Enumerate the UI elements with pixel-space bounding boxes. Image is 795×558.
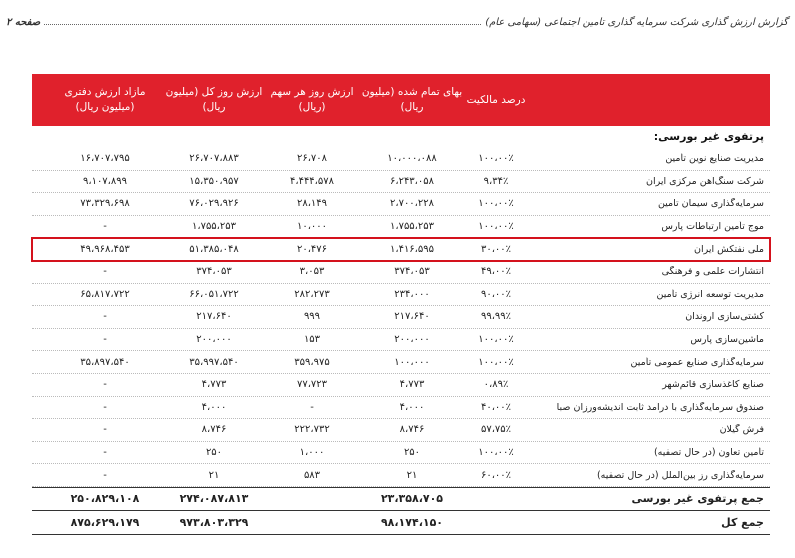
cell-ownership: ۶۰،۰۰٪ [480, 469, 512, 481]
total-surplus: ۲۵۰،۸۲۹،۱۰۸ [70, 492, 140, 506]
cell-share-price: ۲۲۲،۷۳۲ [294, 424, 330, 436]
total-label: جمع پرتفوی غیر بورسی [631, 492, 764, 506]
cell-market-value: ۱،۷۵۵،۲۵۳ [191, 221, 237, 233]
total-market-value: ۲۷۴،۰۸۷،۸۱۳ [179, 492, 249, 506]
header-surplus: مازاد ارزش دفتری (میلیون ریال) [64, 86, 146, 113]
header-dots [44, 24, 481, 25]
cell-cost: ۱،۷۵۵،۲۵۳ [389, 221, 435, 233]
cell-name: سرمایه‌گذاری سیمان تامین [657, 198, 764, 210]
cell-ownership: ۰،۸۹٪ [483, 379, 509, 391]
cell-name: سرمایه‌گذاری رز بین‌الملل (در حال تصفیه) [596, 469, 764, 481]
cell-ownership: ۹،۳۴٪ [483, 175, 509, 187]
cell-surplus: - [103, 424, 107, 436]
cell-name: انتشارات علمی و فرهنگی [661, 266, 764, 278]
table-row [32, 329, 770, 352]
total-surplus: ۸۷۵،۶۲۹،۱۷۹ [70, 515, 140, 529]
header-cost: بهای تمام شده (میلیون ریال) [361, 86, 463, 113]
cell-share-price: ۲۸،۱۴۹ [296, 198, 328, 210]
cell-surplus: - [103, 401, 107, 413]
cell-surplus: ۳۵،۸۹۷،۵۴۰ [80, 356, 130, 368]
table-row [32, 419, 770, 442]
total-row [32, 511, 770, 535]
cell-market-value: ۲۶،۷۰۷،۸۸۳ [189, 153, 239, 165]
cell-market-value: ۴،۷۷۳ [201, 379, 227, 391]
cell-share-price: ۳۵۹،۹۷۵ [294, 356, 330, 368]
page-number: صفحه ۲ [6, 17, 41, 28]
header-ownership: درصد مالکیت [466, 93, 526, 106]
cell-market-value: ۴،۰۰۰ [201, 401, 227, 413]
cell-share-price: ۲۰،۴۷۶ [296, 243, 328, 255]
cell-surplus: ۶۵،۸۱۷،۷۲۲ [80, 288, 130, 300]
cell-ownership: ۱۰۰،۰۰٪ [478, 221, 514, 233]
cell-name: کشتی‌سازی اروندان [685, 311, 764, 323]
table-row [32, 148, 770, 171]
cell-name: مدیریت صنایع نوین تأمین [665, 153, 764, 165]
cell-ownership: ۱۰۰،۰۰٪ [478, 153, 514, 165]
cell-market-value: ۷۶،۰۲۹،۹۲۶ [189, 198, 239, 210]
cell-cost: ۱،۴۱۶،۵۹۵ [389, 243, 435, 255]
cell-cost: ۲،۷۰۰،۲۲۸ [389, 198, 435, 210]
cell-share-price: ۹۹۹ [303, 311, 321, 323]
cell-ownership: ۴۹،۰۰٪ [480, 266, 512, 278]
table-body [32, 148, 770, 487]
cell-share-price: ۲۶،۷۰۸ [296, 153, 328, 165]
total-cost: ۹۸،۱۷۴،۱۵۰ [380, 515, 444, 529]
cell-share-price: ۷۷،۷۲۳ [296, 379, 328, 391]
table-row [32, 442, 770, 465]
table-totals [32, 487, 770, 535]
cell-market-value: ۵۱،۳۸۵،۰۴۸ [189, 243, 239, 255]
header-market-value: ارزش روز کل (میلیون ریال) [165, 86, 263, 113]
cell-cost: ۶،۲۴۳،۰۵۸ [389, 175, 435, 187]
cell-cost: ۱۰۰،۰۰۰ [394, 356, 430, 368]
cell-name: موج تأمین ارتباطات پارس [661, 221, 764, 233]
cell-market-value: ۸،۷۴۶ [201, 424, 227, 436]
cell-market-value: ۲۵۰ [205, 447, 223, 459]
cell-cost: ۴،۷۷۳ [399, 379, 425, 391]
cell-market-value: ۳۵،۹۹۷،۵۴۰ [189, 356, 239, 368]
table-row [32, 306, 770, 329]
section-title: پرتفوی غیر بورسی: [653, 130, 764, 143]
table-row [32, 216, 770, 239]
cell-surplus: - [103, 334, 107, 346]
table-row [32, 464, 770, 487]
cell-share-price: ۲۸۲،۲۷۳ [294, 288, 330, 300]
cell-surplus: - [103, 447, 107, 459]
cell-name: شرکت سنگ‌آهن مرکزی ایران [646, 175, 764, 187]
cell-name: صنایع کاغذسازی قائم‌شهر [662, 379, 764, 391]
cell-ownership: ۹۹،۹۹٪ [480, 311, 512, 323]
table-row [32, 238, 770, 261]
cell-ownership: ۴۰،۰۰٪ [480, 401, 512, 413]
cell-name: صندوق سرمایه‌گذاری با درآمد ثابت اندیشه‌ورزان صبا [556, 401, 764, 413]
cell-ownership: ۹۰،۰۰٪ [480, 288, 512, 300]
cell-name: مدیریت توسعه انرژی تأمین [656, 288, 764, 300]
table-row [32, 171, 770, 194]
cell-market-value: ۶۶،۰۵۱،۷۲۲ [189, 288, 239, 300]
cell-surplus: ۱۶،۷۰۷،۷۹۵ [80, 153, 130, 165]
cell-name: ماشین‌سازی پارس [690, 334, 764, 346]
cell-ownership: ۱۰۰،۰۰٪ [478, 356, 514, 368]
cell-market-value: ۲۱ [208, 469, 220, 481]
cell-name: فرش گیلان [719, 424, 764, 436]
table-header [32, 74, 770, 126]
cell-share-price: ۱۰،۰۰۰ [296, 221, 328, 233]
valuation-table [32, 74, 770, 535]
cell-name: ملی نفتکش ایران [693, 243, 764, 255]
cell-surplus: ۴۹،۹۶۸،۴۵۳ [80, 243, 130, 255]
cell-cost: ۲۰۰،۰۰۰ [394, 334, 430, 346]
cell-cost: ۸،۷۴۶ [399, 424, 425, 436]
cell-cost: ۲۱۷،۶۴۰ [394, 311, 430, 323]
cell-ownership: ۱۰۰،۰۰٪ [478, 198, 514, 210]
cell-surplus: - [103, 221, 107, 233]
cell-surplus: - [103, 469, 107, 481]
cell-share-price: - [310, 401, 314, 413]
cell-cost: ۴،۰۰۰ [399, 401, 425, 413]
cell-surplus: - [103, 266, 107, 278]
cell-market-value: ۲۱۷،۶۴۰ [196, 311, 232, 323]
total-row [32, 487, 770, 511]
cell-surplus: - [103, 379, 107, 391]
cell-cost: ۳۷۴،۰۵۳ [394, 266, 430, 278]
table-row [32, 351, 770, 374]
cell-share-price: ۳،۰۵۳ [299, 266, 325, 278]
cell-ownership: ۱۰۰،۰۰٪ [478, 447, 514, 459]
cell-market-value: ۳۷۴،۰۵۳ [196, 266, 232, 278]
table-row [32, 261, 770, 284]
total-cost: ۲۳،۳۵۸،۷۰۵ [380, 492, 444, 506]
cell-cost: ۲۵۰ [403, 447, 421, 459]
cell-name: سرمایه‌گذاری صنایع عمومی تأمین [630, 356, 764, 368]
table-row [32, 284, 770, 307]
cell-cost: ۲۳۴،۰۰۰ [394, 288, 430, 300]
cell-share-price: ۱،۰۰۰ [299, 447, 325, 459]
cell-share-price: ۱۵۳ [303, 334, 321, 346]
cell-cost: ۲۱ [406, 469, 418, 481]
cell-market-value: ۱۵،۳۵۰،۹۵۷ [189, 175, 239, 187]
cell-name: تأمین تعاون (در حال تصفیه) [653, 447, 764, 459]
header-share-price: ارزش روز هر سهم (ریال) [270, 86, 354, 113]
cell-share-price: ۴،۴۴۴،۵۷۸ [289, 175, 335, 187]
cell-cost: ۱۰،۰۰۰،۰۸۸ [387, 153, 437, 165]
cell-surplus: ۷۳،۳۲۹،۶۹۸ [80, 198, 130, 210]
table-row [32, 193, 770, 216]
cell-ownership: ۱۰۰،۰۰٪ [478, 334, 514, 346]
page-header [6, 8, 788, 28]
cell-share-price: ۵۸۳ [303, 469, 321, 481]
report-title: گزارش ارزش گذاری شرکت سرمایه گذاری تامین اجتماعی (سهامی عام) [485, 17, 788, 28]
table-row [32, 397, 770, 420]
cell-surplus: - [103, 311, 107, 323]
cell-surplus: ۹،۱۰۷،۸۹۹ [82, 175, 128, 187]
total-label: جمع کل [721, 515, 764, 529]
cell-ownership: ۳۰،۰۰٪ [480, 243, 512, 255]
table-row [32, 374, 770, 397]
cell-market-value: ۲۰۰،۰۰۰ [196, 334, 232, 346]
total-market-value: ۹۷۳،۸۰۳،۳۲۹ [179, 515, 249, 529]
cell-ownership: ۵۷،۷۵٪ [480, 424, 512, 436]
